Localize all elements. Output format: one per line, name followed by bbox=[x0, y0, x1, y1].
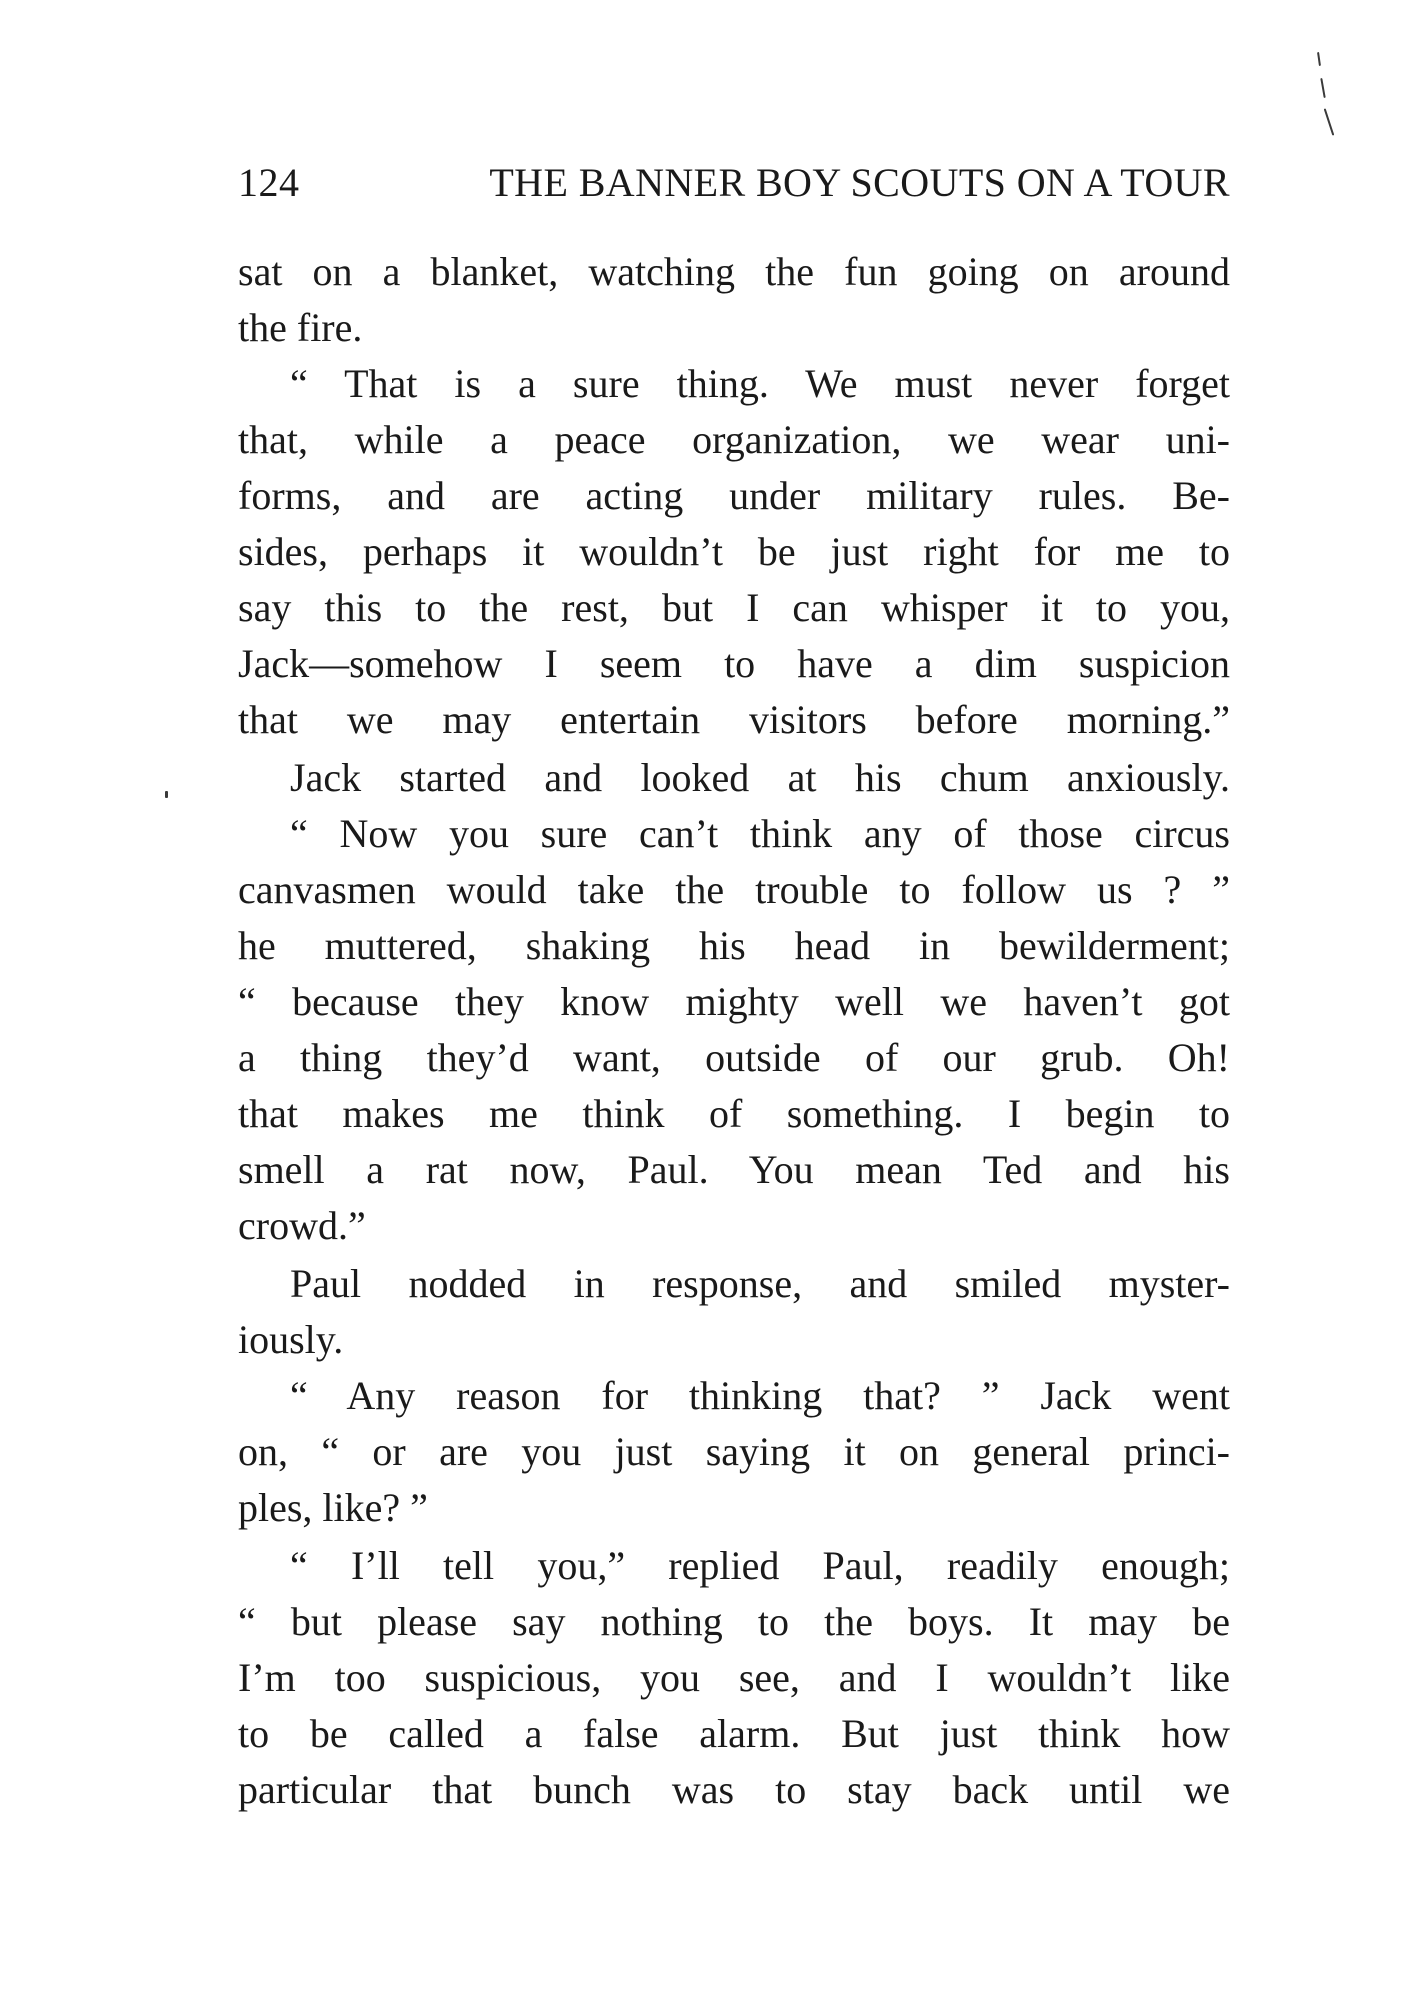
text-line: to be called a false alarm. But just think how bbox=[238, 1711, 1230, 1756]
text-line: Jack—somehow I seem to have a dim suspicion bbox=[238, 641, 1230, 686]
text-line: that makes me think of something. I begin to bbox=[238, 1091, 1230, 1136]
page-number: 124 bbox=[238, 160, 300, 205]
text-line: particular that bunch was to stay back until we bbox=[238, 1767, 1230, 1812]
text-line: on, “ or are you just saying it on general princi- bbox=[238, 1429, 1230, 1474]
text-line: I’m too suspicious, you see, and I wouldn’t like bbox=[238, 1655, 1230, 1700]
text-line: forms, and are acting under military rules. Be- bbox=[238, 473, 1230, 518]
text-line: a thing they’d want, outside of our grub. Oh! bbox=[238, 1035, 1230, 1080]
text-line: that we may entertain visitors before morning.” bbox=[238, 697, 1230, 742]
text-line: that, while a peace organization, we wear uni- bbox=[238, 417, 1230, 462]
text-line: “ Now you sure can’t think any of those circus bbox=[290, 811, 1230, 856]
scan-speck bbox=[1317, 52, 1321, 66]
text-line: “ That is a sure thing. We must never forget bbox=[290, 361, 1230, 406]
text-line: “ I’ll tell you,” replied Paul, readily enough; bbox=[290, 1543, 1230, 1588]
text-line: ples, like? ” bbox=[238, 1485, 428, 1530]
text-line: sides, perhaps it wouldn’t be just right for me to bbox=[238, 529, 1230, 574]
text-line: “ but please say nothing to the boys. It may be bbox=[238, 1599, 1230, 1644]
text-line: “ because they know mighty well we haven’t got bbox=[238, 979, 1230, 1024]
text-line: iously. bbox=[238, 1317, 344, 1362]
text-line: “ Any reason for thinking that? ” Jack went bbox=[290, 1373, 1230, 1418]
text-line: canvasmen would take the trouble to follow us ? ” bbox=[238, 867, 1230, 912]
text-line: he muttered, shaking his head in bewilderment; bbox=[238, 923, 1230, 968]
page-header bbox=[238, 158, 1230, 208]
text-line: crowd.” bbox=[238, 1203, 366, 1248]
text-line: say this to the rest, but I can whisper it to you, bbox=[238, 585, 1230, 630]
text-line: smell a rat now, Paul. You mean Ted and his bbox=[238, 1147, 1230, 1192]
text-line: the fire. bbox=[238, 305, 363, 350]
text-line: Jack started and looked at his chum anxiously. bbox=[290, 755, 1230, 800]
text-line: Paul nodded in response, and smiled myster- bbox=[290, 1261, 1230, 1306]
running-title: THE BANNER BOY SCOUTS ON A TOUR bbox=[489, 160, 1230, 205]
scan-speck bbox=[1320, 78, 1325, 98]
scan-speck bbox=[1324, 108, 1335, 135]
text-line: sat on a blanket, watching the fun going on around bbox=[238, 249, 1230, 294]
scan-speck bbox=[165, 791, 168, 798]
